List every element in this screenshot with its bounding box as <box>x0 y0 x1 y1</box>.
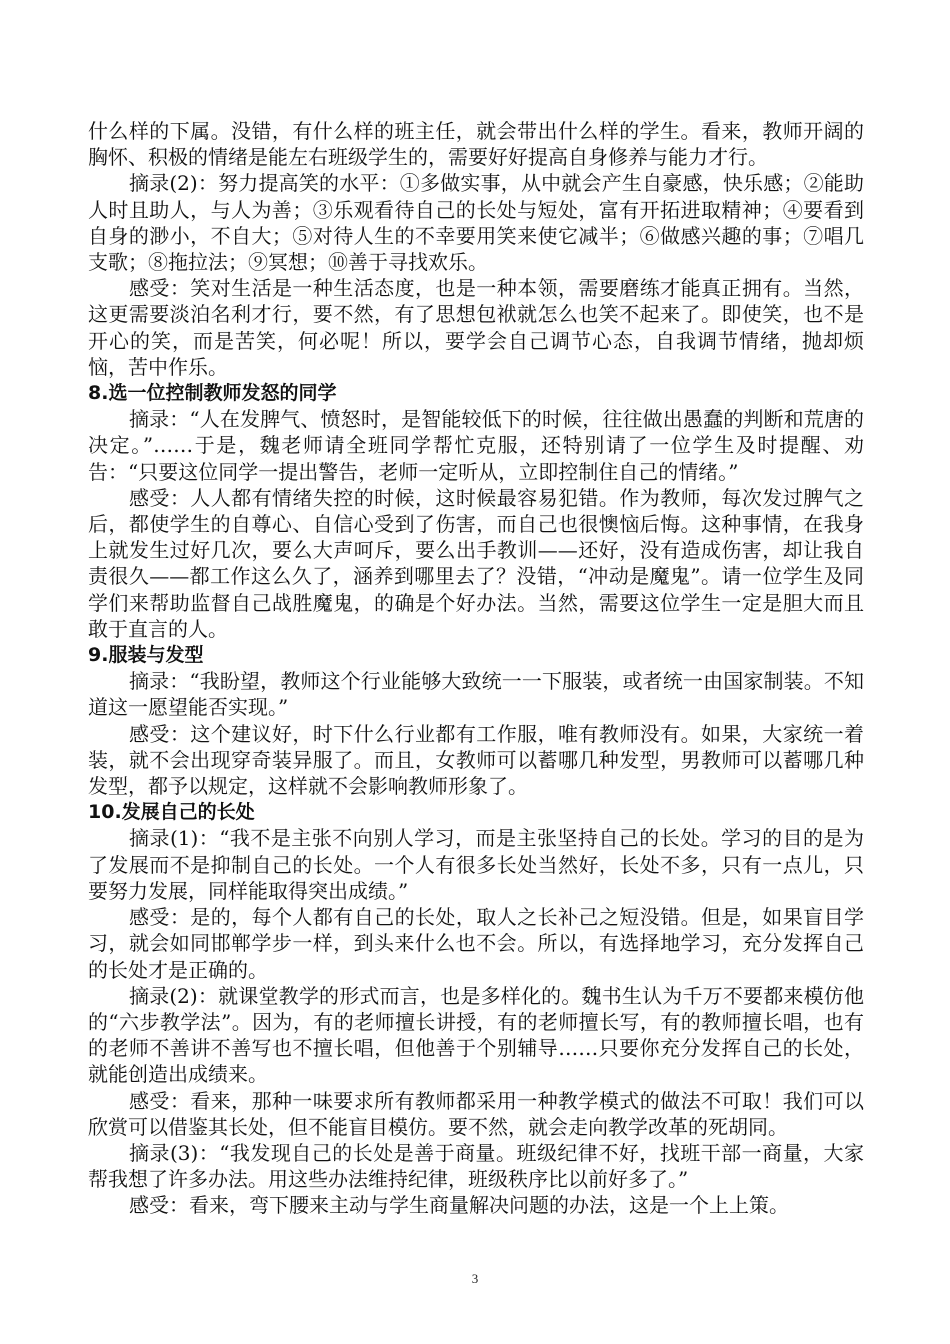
reflection-paragraph: 感受：看来，那种一味要求所有教师都采用一种教学模式的做法不可取！我们可以欣赏可以借鉴其长处，但不能盲目模仿。要不然，就会走向教学改革的死胡同。 <box>88 1088 864 1139</box>
reflection-paragraph: 感受：是的，每个人都有自己的长处，取人之长补己之短没错。但是，如果盲目学习，就会如同邯郸学步一样，到头来什么也不会。所以，有选择地学习，充分发挥自己的长处才是正确的。 <box>88 905 864 982</box>
excerpt-paragraph: 摘录(3)：“我发现自己的长处是善于商量。班级纪律不好，找班干部一商量，大家帮我想了许多办法。用这些办法维持纪律，班级秩序比以前好多了。” <box>88 1140 864 1192</box>
reflection-paragraph: 感受：看来，弯下腰来主动与学生商量解决问题的办法，这是一个上上策。 <box>129 1193 789 1218</box>
page-number: 3 <box>471 1271 479 1286</box>
excerpt-paragraph: 摘录(2)：努力提高笑的水平：①多做实事，从中就会产生自豪感，快乐感；②能助人时且助人，与人为善；③乐观看待自己的长处与短处，富有开拓进取精神；④要看到自身的渺小，不自大；⑤对待人生的不幸要用笑来使它减半；⑥做感兴趣的事；⑦唱几支歌；⑧拖拉法；⑨冥想；⑩善于寻找欢乐。 <box>88 171 864 275</box>
excerpt-paragraph: 摘录：“我盼望，教师这个行业能够大致统一一下服装，或者统一由国家制装。不知道这一愿望能否实现。” <box>88 669 864 720</box>
reflection-paragraph: 感受：这个建议好，时下什么行业都有工作服，唯有教师没有。如果，大家统一着装，就不会出现穿奇装异服了。而且，女教师可以蓄哪几种发型，男教师可以蓄哪几种发型，都予以规定，这样就不会影响教师形象了。 <box>88 721 864 799</box>
excerpt-paragraph: 摘录(2)：就课堂教学的形式而言，也是多样化的。魏书生认为千万不要都来模仿他的“六步教学法”。因为，有的老师擅长讲授，有的老师擅长写，有的教师擅长唱，也有的老师不善讲不善写也不擅长唱，但他善于个别辅导……只要你充分发挥自己的长处，就能创造出成绩来。 <box>88 983 864 1087</box>
section-heading: 8.选一位控制教师发怒的同学 <box>88 382 337 405</box>
section-heading: 10.发展自己的长处 <box>88 801 255 824</box>
paragraph: 什么样的下属。没错，有什么样的班主任，就会带出什么样的学生。看来，教师开阔的胸怀、积极的情绪是能左右班级学生的，需要好好提高自身修养与能力才行。 <box>88 119 864 170</box>
excerpt-paragraph: 摘录：“人在发脾气、愤怒时，是智能较低下的时候，往往做出愚蠢的判断和荒唐的决定。”……于是，魏老师请全班同学帮忙克服，还特别请了一位学生及时提醒、劝告：“只要这位同学一提出警告，老师一定听从，立即控制住自己的情绪。” <box>88 407 864 484</box>
reflection-paragraph: 感受：笑对生活是一种生活态度，也是一种本领，需要磨练才能真正拥有。当然，这更需要淡泊名利才行，要不然，有了思想包袱就怎么也笑不起来了。即使笑，也不是开心的笑，而是苦笑，何必呢！所以，要学会自己调节心态，自我调节情绪，抛却烦恼，苦中作乐。 <box>88 276 864 379</box>
excerpt-paragraph: 摘录(1)：“我不是主张不向别人学习，而是主张坚持自己的长处。学习的目的是为了发展而不是抑制自己的长处。一个人有很多长处当然好，长处不多，只有一点儿，只要努力发展，同样能取得突出成绩。” <box>88 826 864 903</box>
reflection-paragraph: 感受：人人都有情绪失控的时候，这时候最容易犯错。作为教师，每次发过脾气之后，都使学生的自尊心、自信心受到了伤害，而自己也很懊恼后悔。这种事情，在我身上就发生过好几次，要么大声呵斥，要么出手教训——还好，没有造成伤害，却让我自责很久——都工作这么久了，涵养到哪里去了？没错，“冲动是魔鬼”。请一位学生及同学们来帮助监督自己战胜魔鬼，的确是个好办法。当然，需要这位学生一定是胆大而且敢于直言的人。 <box>88 485 864 641</box>
document-body <box>88 118 864 1219</box>
section-heading: 9.服装与发型 <box>88 644 204 667</box>
